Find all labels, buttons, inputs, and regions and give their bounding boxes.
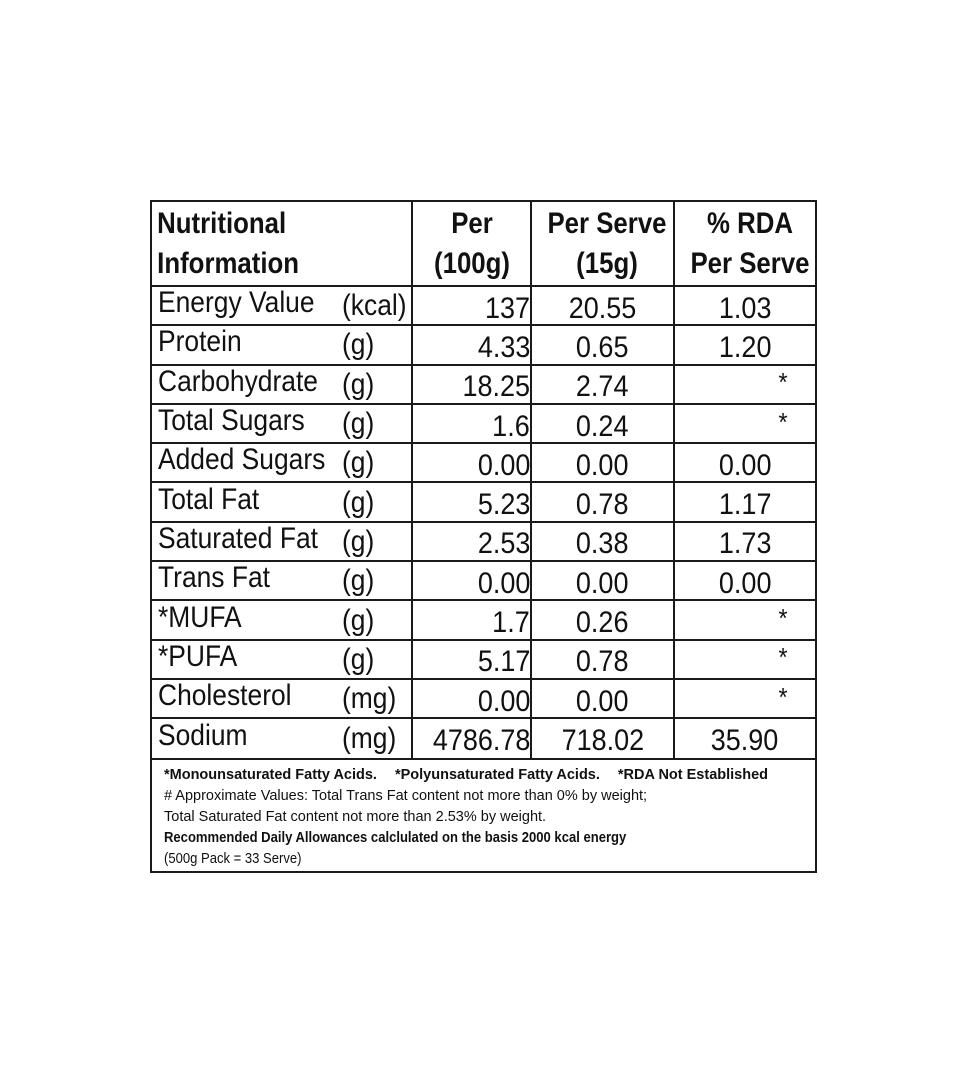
nutrient-cell [152,640,412,679]
nutrition-facts-panel [150,200,817,873]
nutrient-name: Cholesterol [158,679,292,713]
nutrient-unit: (g) [342,485,375,519]
rda-cell-value: 0.00 [718,566,772,600]
nutrient-unit: (g) [342,446,375,480]
per-serve-cell-value: 0.78 [576,645,629,679]
nutrient-unit: (g) [342,603,375,637]
nutrient-name: *PUFA [158,639,238,673]
rda-cell [674,443,815,482]
rda-cell [674,365,815,404]
nutrition-table [152,202,815,758]
per-serve-cell [531,286,674,325]
nutrient-unit: (g) [342,642,375,676]
per-100g-cell [412,443,531,482]
per-serve-cell-value: 0.00 [576,684,629,718]
rda-cell-value: 0.00 [718,448,772,482]
per-serve-cell-value: 0.65 [576,330,629,364]
nutrient-cell [152,325,412,364]
per-serve-cell [531,679,674,718]
rda-cell-value: 1.20 [718,330,772,364]
nutrient-cell [152,365,412,404]
footnote-rda-basis: Recommended Daily Allowances calclulated on the basis 2000 kcal energy [164,829,627,846]
nutrient-name: Protein [158,325,242,359]
rda-cell [674,600,815,639]
per-100g-cell [412,325,531,364]
footnotes [152,758,815,870]
nutrient-unit: (g) [342,367,375,401]
per-100g-cell [412,600,531,639]
nutrient-name: *MUFA [158,600,242,634]
nutrient-name: Added Sugars [158,443,326,477]
nutrient-name: Carbohydrate [158,364,318,398]
nutrient-name: Total Fat [158,482,260,516]
per-100g-cell-value: 4786.78 [432,724,530,758]
nutrient-cell [152,443,412,482]
per-100g-cell [412,404,531,443]
rda-cell [674,718,815,757]
header-rda-per-serve: % RDA Per Serve [674,202,815,286]
header-nutritional-information: Nutritional Information [152,202,412,286]
per-serve-cell-value: 0.78 [576,488,629,522]
table-row [152,482,815,521]
per-serve-cell-value: 0.00 [576,566,629,600]
per-100g-cell-value: 0.00 [477,448,530,482]
nutrient-cell [152,600,412,639]
per-serve-cell-value: 0.38 [576,527,629,561]
table-row [152,522,815,561]
footnote-approx-values-line2: Total Saturated Fat content not more than 2.53% by weight. [164,808,547,825]
table-row [152,679,815,718]
per-100g-cell-value: 137 [484,291,530,325]
per-serve-cell [531,561,674,600]
per-100g-cell-value: 1.7 [492,606,530,640]
per-100g-cell-value: 1.6 [492,409,530,443]
per-100g-cell-value: 18.25 [462,370,530,404]
nutrient-name: Total Sugars [158,404,305,438]
rda-cell-value: 1.17 [718,488,772,522]
table-row [152,443,815,482]
per-100g-cell [412,640,531,679]
per-serve-cell [531,325,674,364]
per-serve-cell [531,482,674,521]
nutrient-unit: (mg) [342,721,397,755]
footnote-rda-not-established: *RDA Not Established [617,766,769,783]
per-100g-cell [412,561,531,600]
per-100g-cell [412,482,531,521]
table-row [152,325,815,364]
nutrient-unit: (g) [342,564,375,598]
footnote-abbreviations [164,765,815,786]
nutrient-cell [152,718,412,757]
table-header-row [152,202,815,286]
per-100g-cell-value: 0.00 [477,684,530,718]
nutrient-cell [152,561,412,600]
rda-cell-value: * [778,603,788,634]
per-serve-cell [531,404,674,443]
rda-cell [674,286,815,325]
per-serve-cell [531,522,674,561]
per-serve-cell-value: 0.24 [576,409,629,443]
nutrient-unit: (g) [342,328,375,362]
per-serve-cell [531,600,674,639]
per-serve-cell [531,365,674,404]
per-100g-cell-value: 5.17 [477,645,530,679]
rda-cell [674,325,815,364]
rda-cell [674,679,815,718]
nutrient-name: Saturated Fat [158,521,318,555]
table-row [152,640,815,679]
rda-cell-value: * [778,367,788,398]
rda-cell-value: * [778,406,788,437]
table-row [152,600,815,639]
nutrient-unit: (mg) [342,682,397,716]
nutrient-cell [152,679,412,718]
nutrient-unit: (g) [342,407,375,441]
footnote-pack-size: (500g Pack = 33 Serve) [164,850,302,867]
footnote-approx-values-line1: # Approximate Values: Total Trans Fat content not more than 0% by weight; [164,787,648,804]
table-row [152,404,815,443]
rda-cell [674,482,815,521]
per-serve-cell-value: 718.02 [561,724,644,758]
per-serve-cell [531,443,674,482]
rda-cell-value: * [778,681,788,712]
table-row [152,365,815,404]
rda-cell-value: 1.73 [718,527,772,561]
nutrient-name: Trans Fat [158,561,270,595]
nutrient-name: Sodium [158,718,248,752]
per-100g-cell-value: 0.00 [477,566,530,600]
per-100g-cell [412,679,531,718]
table-row [152,718,815,757]
footnote-pufa: *Polyunsaturated Fatty Acids. [394,766,600,783]
per-serve-cell [531,718,674,757]
per-100g-cell [412,522,531,561]
per-100g-cell-value: 4.33 [477,330,530,364]
nutrient-cell [152,286,412,325]
nutrient-name: Energy Value [158,286,315,320]
nutrient-unit: (g) [342,524,375,558]
rda-cell-value: 35.90 [711,724,779,758]
per-serve-cell-value: 20.55 [568,291,637,325]
rda-cell-value: * [778,642,788,673]
per-serve-cell-value: 2.74 [576,370,629,404]
table-row [152,561,815,600]
rda-cell [674,561,815,600]
header-per-serve: Per Serve (15g) [531,202,674,286]
table-row [152,286,815,325]
per-100g-cell-value: 5.23 [477,488,530,522]
nutrient-cell [152,522,412,561]
rda-cell [674,640,815,679]
header-per-100g: Per (100g) [412,202,531,286]
nutrient-unit: (kcal) [342,289,407,323]
per-100g-cell [412,365,531,404]
rda-cell-value: 1.03 [718,291,772,325]
footnote-mufa: *Monounsaturated Fatty Acids. [164,766,377,783]
per-serve-cell-value: 0.00 [576,448,629,482]
per-serve-cell [531,640,674,679]
per-100g-cell [412,718,531,757]
nutrient-cell [152,404,412,443]
nutrient-cell [152,482,412,521]
rda-cell [674,522,815,561]
per-100g-cell-value: 2.53 [477,527,530,561]
per-serve-cell-value: 0.26 [576,606,629,640]
per-100g-cell [412,286,531,325]
rda-cell [674,404,815,443]
